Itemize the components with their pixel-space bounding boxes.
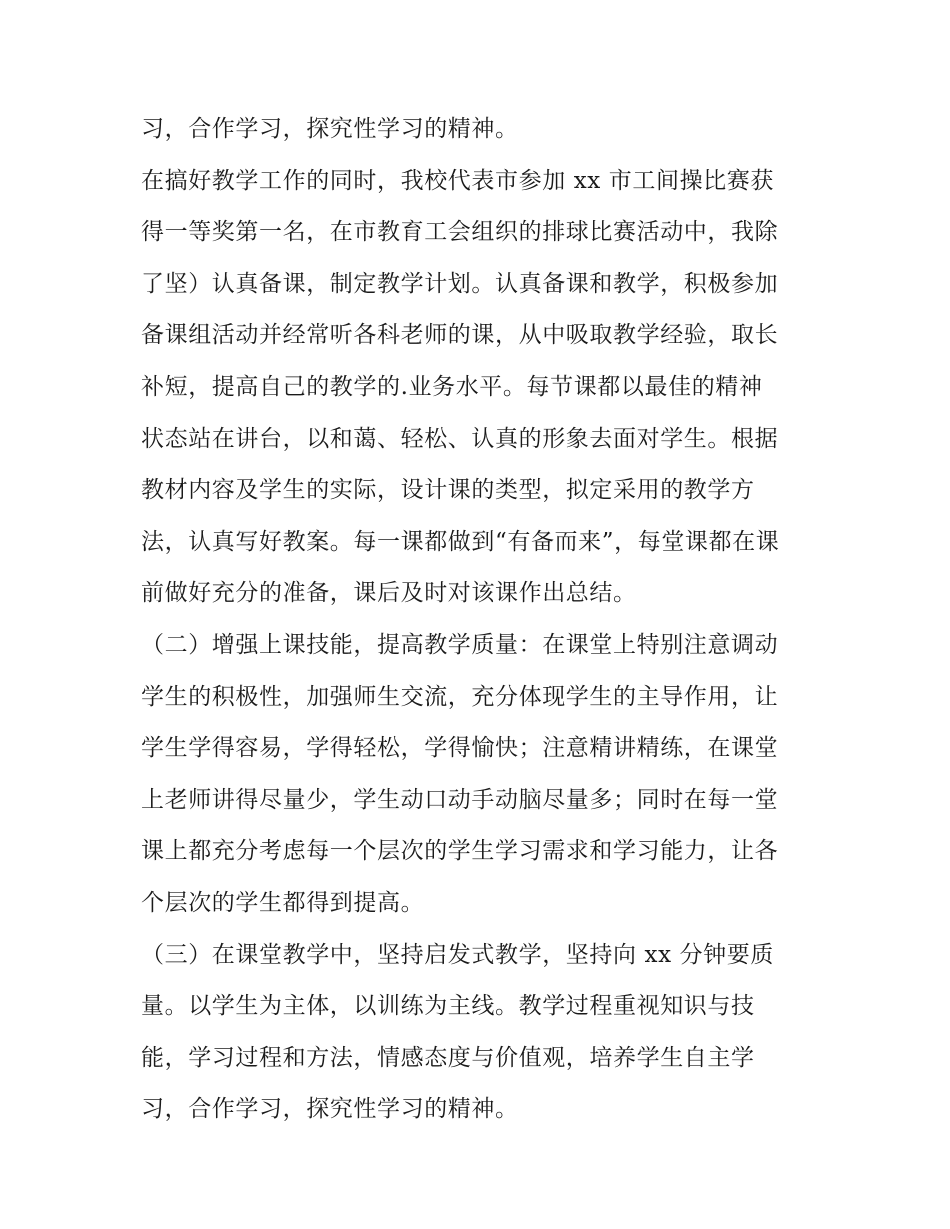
- text-line: 补短，提高自己的教学的.业务水平。每节课都以最佳的精神: [141, 373, 763, 400]
- text-line: 前做好充分的准备，课后及时对该课作出总结。: [141, 580, 637, 607]
- text-line: 教材内容及学生的实际，设计课的类型，拟定采用的教学方: [141, 477, 755, 504]
- text-line: （二）增强上课技能，提高教学质量：在课堂上特别注意调动: [141, 631, 779, 658]
- text-line: 备课组活动并经常听各科老师的课，从中吸取教学经验，取长: [141, 322, 779, 349]
- text-line: 学生学得容易，学得轻松，学得愉快；注意精讲精练，在课堂: [141, 735, 779, 762]
- text-line: 个层次的学生都得到提高。: [141, 889, 425, 916]
- body-text: [141, 110, 821, 1142]
- text-line: 法，认真写好教案。每一课都做到“有备而来”，每堂课都在课: [141, 528, 780, 555]
- text-line: 上老师讲得尽量少，学生动口动手动脑尽量多；同时在每一堂: [141, 786, 779, 813]
- text-line: 能，学习过程和方法，情感态度与价值观，培养学生自主学: [141, 1044, 755, 1071]
- text-line: 量。以学生为主体，以训练为主线。教学过程重视知识与技: [141, 993, 755, 1020]
- text-line: 状态站在讲台，以和蔼、轻松、认真的形象去面对学生。根据: [141, 425, 779, 452]
- text-line: 了坚）认真备课，制定教学计划。认真备课和教学，积极参加: [141, 270, 779, 297]
- text-line: 习，合作学习，探究性学习的精神。: [141, 116, 519, 142]
- text-line: 得一等奖第一名，在市教育工会组织的排球比赛活动中，我除: [141, 219, 779, 246]
- text-line: （三）在课堂教学中，坚持启发式教学，坚持向 xx 分钟要质: [141, 941, 774, 968]
- text-line: 习，合作学习，探究性学习的精神。: [141, 1096, 519, 1123]
- text-line: 在搞好教学工作的同时，我校代表市参加 xx 市工间操比赛获: [141, 167, 774, 194]
- text-line: 课上都充分考虑每一个层次的学生学习需求和学习能力，让各: [141, 838, 779, 865]
- text-line: 学生的积极性，加强师生交流，充分体现学生的主导作用，让: [141, 683, 779, 710]
